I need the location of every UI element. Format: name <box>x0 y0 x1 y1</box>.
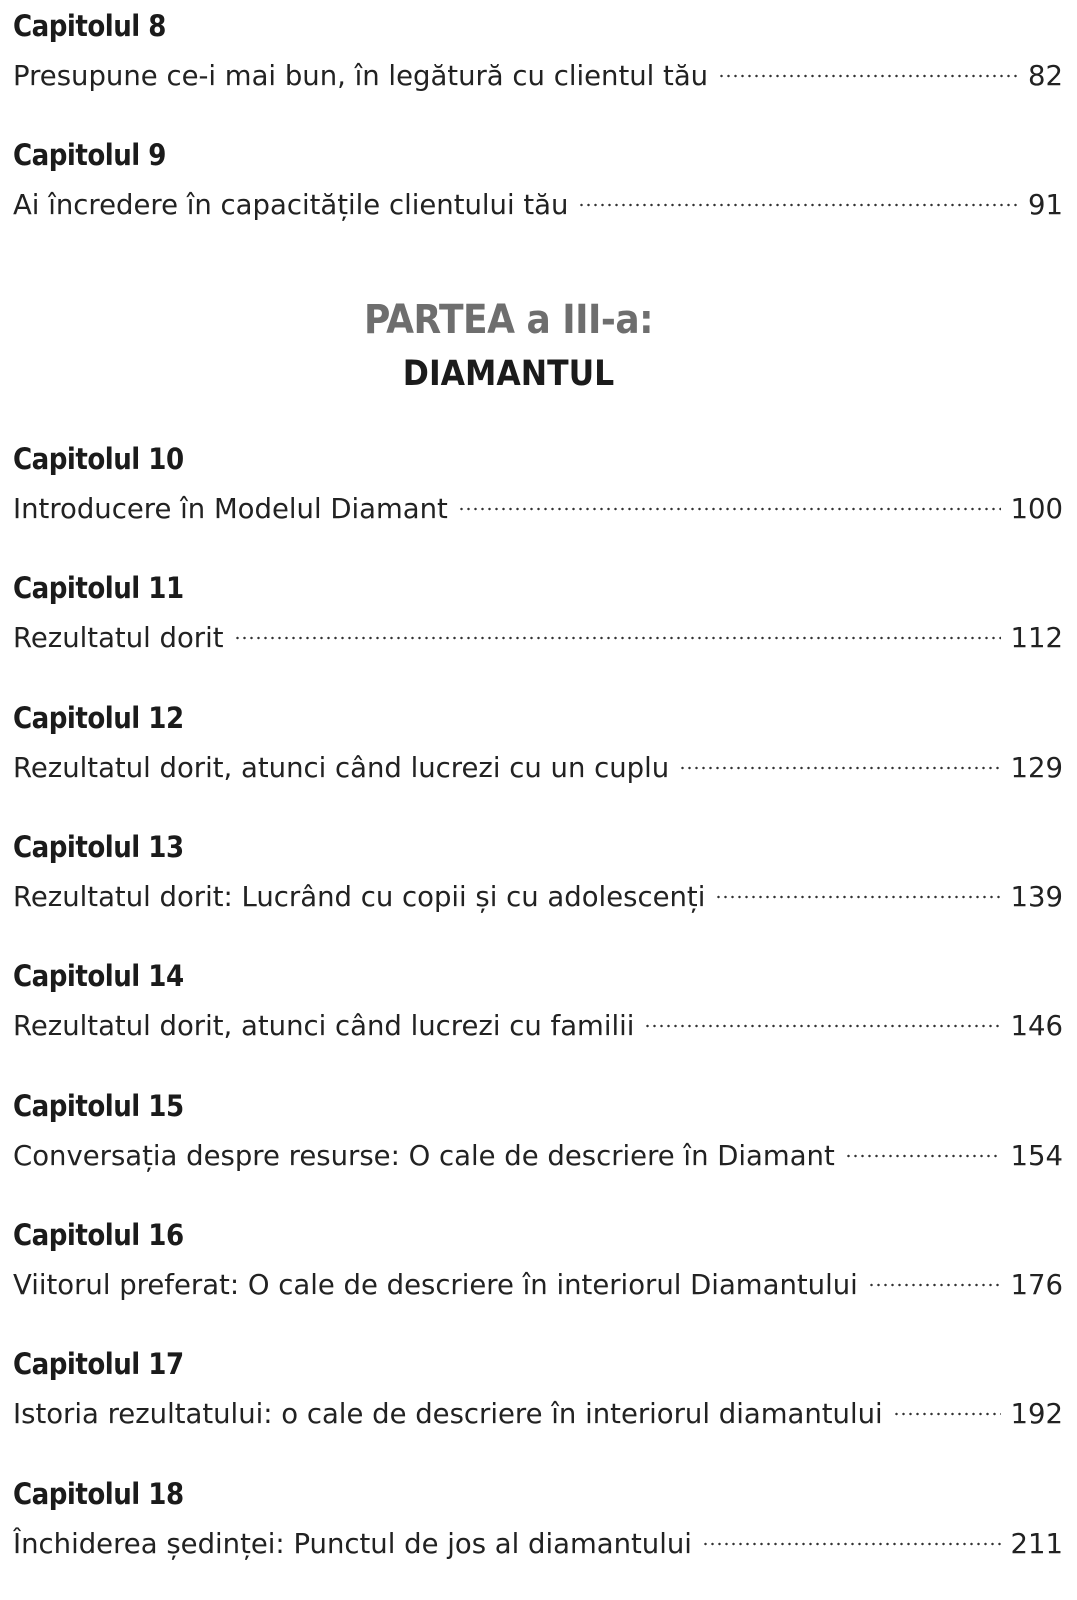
chapter-heading: Capitolul 8 <box>13 9 166 43</box>
chapter-title: Introducere în Modelul Diamant <box>13 493 448 525</box>
toc-line <box>13 1265 1063 1305</box>
dot-leader <box>458 507 1001 511</box>
toc-entry-chapter-15 <box>13 1086 1063 1176</box>
toc-entry-chapter-17 <box>13 1344 1063 1434</box>
chapter-heading: Capitolul 12 <box>13 701 184 735</box>
chapter-heading: Capitolul 11 <box>13 571 184 605</box>
chapter-title: Închiderea ședinței: Punctul de jos al diamantului <box>13 1528 692 1560</box>
toc-line <box>13 56 1063 96</box>
chapter-title: Viitorul preferat: O cale de descriere în interiorul Diamantului <box>13 1269 858 1301</box>
chapter-title: Rezultatul dorit, atunci când lucrezi cu familii <box>13 1010 635 1042</box>
page-number: 91 <box>1028 189 1063 221</box>
part-heading <box>0 295 1077 399</box>
dot-leader <box>868 1283 1001 1287</box>
page-number: 112 <box>1010 622 1063 654</box>
toc-line <box>13 877 1063 917</box>
dot-leader <box>234 636 1001 640</box>
toc-entry-chapter-8 <box>13 6 1063 96</box>
toc-entry-chapter-13 <box>13 827 1063 917</box>
chapter-title: Istoria rezultatului: o cale de descriere în interiorul diamantului <box>13 1398 883 1430</box>
toc-entry-chapter-11 <box>13 568 1063 658</box>
chapter-title: Ai încredere în capacitățile clientului tău <box>13 189 569 221</box>
toc-line <box>13 1524 1063 1564</box>
page-number: 139 <box>1010 881 1063 913</box>
chapter-heading: Capitolul 9 <box>13 138 166 172</box>
toc-line <box>13 489 1063 529</box>
toc-entry-chapter-16 <box>13 1215 1063 1305</box>
dot-leader <box>679 766 1000 770</box>
page-number: 211 <box>1010 1528 1063 1560</box>
toc-entry-chapter-9 <box>13 135 1063 225</box>
part-title: PARTEA a III-a: <box>363 297 654 343</box>
page-number: 146 <box>1010 1010 1063 1042</box>
chapter-heading: Capitolul 16 <box>13 1218 184 1252</box>
dot-leader <box>893 1412 1001 1416</box>
page-number: 176 <box>1010 1269 1063 1301</box>
chapter-heading: Capitolul 10 <box>13 442 184 476</box>
chapter-title: Rezultatul dorit, atunci când lucrezi cu un cuplu <box>13 752 670 784</box>
toc-entry-chapter-10 <box>13 439 1063 529</box>
dot-leader <box>702 1542 1001 1546</box>
dot-leader <box>578 203 1018 207</box>
chapter-heading: Capitolul 18 <box>13 1477 184 1511</box>
chapter-heading: Capitolul 13 <box>13 830 184 864</box>
toc-line <box>13 185 1063 225</box>
page-number: 129 <box>1010 752 1063 784</box>
dot-leader <box>644 1024 1000 1028</box>
dot-leader <box>718 74 1018 78</box>
page-number: 100 <box>1010 493 1063 525</box>
page-number: 154 <box>1010 1140 1063 1172</box>
page-number: 192 <box>1010 1398 1063 1430</box>
toc-entry-chapter-14 <box>13 956 1063 1046</box>
chapter-heading: Capitolul 14 <box>13 959 184 993</box>
page-number: 82 <box>1028 60 1063 92</box>
chapter-heading: Capitolul 17 <box>13 1347 184 1381</box>
dot-leader <box>715 895 1000 899</box>
dot-leader <box>845 1154 1001 1158</box>
chapter-title: Rezultatul dorit: Lucrând cu copii și cu adolescenți <box>13 881 706 913</box>
chapter-title: Conversația despre resurse: O cale de descriere în Diamant <box>13 1140 835 1172</box>
toc-line <box>13 1006 1063 1046</box>
toc-entry-chapter-12 <box>13 698 1063 788</box>
toc-line <box>13 618 1063 658</box>
toc-line <box>13 748 1063 788</box>
chapter-heading: Capitolul 15 <box>13 1089 184 1123</box>
toc-line <box>13 1394 1063 1434</box>
chapter-title: Rezultatul dorit <box>13 622 224 654</box>
toc-line <box>13 1136 1063 1176</box>
chapter-title: Presupune ce-i mai bun, în legătură cu clientul tău <box>13 60 709 92</box>
toc-entry-chapter-18 <box>13 1474 1063 1564</box>
part-subtitle: DIAMANTUL <box>402 354 615 394</box>
